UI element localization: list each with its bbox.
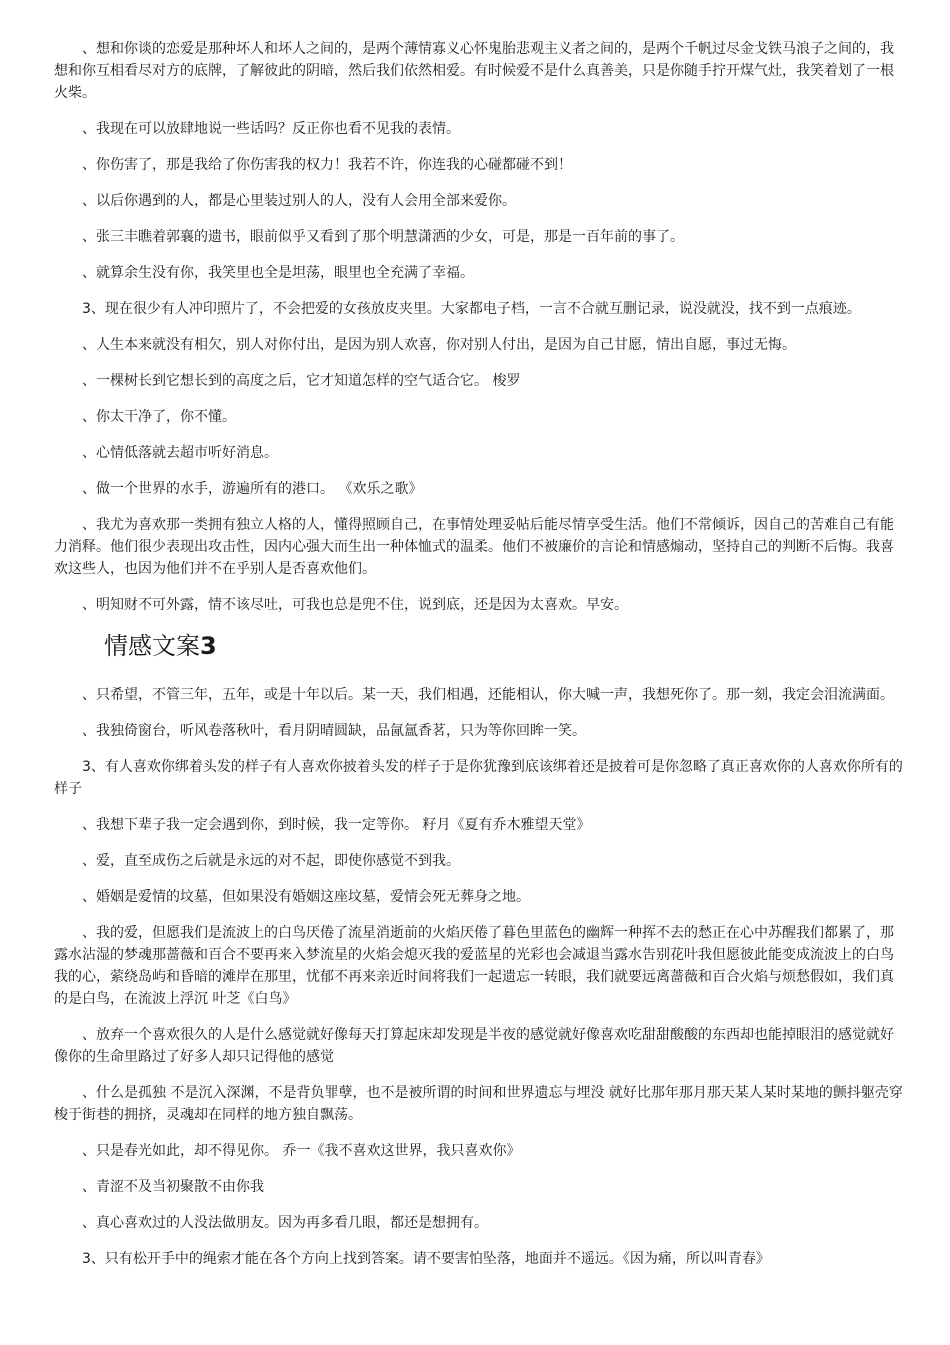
quote-paragraph: 、爱，直至成伤之后就是永远的对不起，即使你感觉不到我。 <box>82 853 460 869</box>
heading-text: 情感文案 <box>104 632 200 660</box>
quote-paragraph: 、你伤害了，那是我给了你伤害我的权力！我若不许，你连我的心碰都碰不到！ <box>82 157 572 173</box>
quote-paragraph: 、青涩不及当初聚散不由你我 <box>82 1179 264 1195</box>
quote-paragraph: 、我尤为喜欢那一类拥有独立人格的人，懂得照顾自己，在事情处理妥帖后能尽情享受生活。他们不常倾诉，因自己的苦难自己有能力消释。他们很少表现出攻击性，因内心强大而生出一种体恤式的温柔。他们不被廉价的言论和情感煽动，坚持自己的判断不后悔。我喜欢这些人，也因为他们并不在乎别人是否喜欢他们。 <box>54 517 894 577</box>
quote-paragraph: 、我的爱，但愿我们是流波上的白鸟厌倦了流星消逝前的火焰厌倦了暮色里蓝色的幽辉一种挥不去的愁正在心中苏醒我们都累了，那露水沾湿的梦魂那蔷薇和百合不要再来入梦流星的火焰会熄灭我的爱蓝星的光彩也会减退当露水告别花叶我但愿彼此能变成流波上的白鸟我的心，萦绕岛屿和昏暗的滩岸在那里，忧郁不再来亲近时间将我们一起遗忘一转眼，我们就要远离蔷薇和百合火焰与烦愁假如，我们真的是白鸟，在流波上浮沉 叶芝《白鸟》 <box>54 925 894 1007</box>
quote-paragraph: 、就算余生没有你，我笑里也全是坦荡，眼里也全充满了幸福。 <box>82 265 474 281</box>
quote-paragraph: 、我现在可以放肆地说一些话吗？反正你也看不见我的表情。 <box>82 121 460 137</box>
quote-paragraph: 、明知财不可外露，情不该尽吐，可我也总是兜不住，说到底，还是因为太喜欢。早安。 <box>82 597 628 613</box>
quote-paragraph: 、想和你谈的恋爱是那种坏人和坏人之间的，是两个薄情寡义心怀鬼胎悲观主义者之间的，是两个千帆过尽金戈铁马浪子之间的，我想和你互相看尽对方的底牌，了解彼此的阴暗，然后我们依然相爱。有时候爱不是什么真善美，只是你随手拧开煤气灶，我笑着划了一根火柴。 <box>54 41 894 101</box>
section-heading <box>104 630 906 662</box>
quote-paragraph: 、只希望，不管三年，五年，或是十年以后。某一天，我们相遇，还能相认，你大喊一声，我想死你了。那一刻，我定会泪流满面。 <box>82 687 894 703</box>
quote-paragraph: 、我独倚窗台，听风卷落秋叶，看月阴晴圆缺，品氤氲香茗，只为等你回眸一笑。 <box>82 723 586 739</box>
quote-paragraph: 3、有人喜欢你绑着头发的样子有人喜欢你披着头发的样子于是你犹豫到底该绑着还是披着可是你忽略了真正喜欢你的人喜欢你所有的样子 <box>54 759 903 797</box>
heading-number: 3 <box>200 632 217 660</box>
quote-paragraph: 、我想下辈子我一定会遇到你，到时候，我一定等你。 籽月《夏有乔木雅望天堂》 <box>82 817 591 833</box>
quote-paragraph: 3、只有松开手中的绳索才能在各个方向上找到答案。请不要害怕坠落，地面并不遥远。《因为痛，所以叫青春》 <box>82 1251 770 1267</box>
quote-paragraph: 3、现在很少有人冲印照片了，不会把爱的女孩放皮夹里。大家都电子档，一言不合就互删记录，说没就没，找不到一点痕迹。 <box>82 301 861 317</box>
quote-paragraph: 、放弃一个喜欢很久的人是什么感觉就好像每天打算起床却发现是半夜的感觉就好像喜欢吃甜甜酸酸的东西却也能掉眼泪的感觉就好像你的生命里路过了好多人却只记得他的感觉 <box>54 1027 894 1065</box>
quote-paragraph: 、只是春光如此，却不得见你。 乔一《我不喜欢这世界，我只喜欢你》 <box>82 1143 521 1159</box>
quote-paragraph: 、婚姻是爱情的坟墓，但如果没有婚姻这座坟墓，爱情会死无葬身之地。 <box>82 889 530 905</box>
quote-paragraph: 、心情低落就去超市听好消息。 <box>82 445 278 461</box>
quote-paragraph: 、人生本来就没有相欠，别人对你付出，是因为别人欢喜，你对别人付出，是因为自己甘愿，情出自愿，事过无悔。 <box>82 337 796 353</box>
quote-paragraph: 、以后你遇到的人，都是心里装过别人的人，没有人会用全部来爱你。 <box>82 193 516 209</box>
quote-paragraph: 、你太干净了，你不懂。 <box>82 409 236 425</box>
section-a <box>54 38 906 616</box>
quote-paragraph: 、真心喜欢过的人没法做朋友。因为再多看几眼，都还是想拥有。 <box>82 1215 488 1231</box>
document-page <box>54 38 906 1284</box>
section-b <box>54 684 906 1270</box>
quote-paragraph: 、张三丰瞧着郭襄的遗书，眼前似乎又看到了那个明慧潇洒的少女，可是，那是一百年前的事了。 <box>82 229 684 245</box>
quote-paragraph: 、一棵树长到它想长到的高度之后，它才知道怎样的空气适合它。 梭罗 <box>82 373 521 389</box>
quote-paragraph: 、什么是孤独 不是沉入深渊，不是背负罪孽，也不是被所谓的时间和世界遗忘与埋没 就好比那年那月那天某人某时某地的颤抖躯壳穿梭于街巷的拥挤，灵魂却在同样的地方独自飘荡。 <box>54 1085 903 1123</box>
quote-paragraph: 、做一个世界的水手，游遍所有的港口。 《欢乐之歌》 <box>82 481 423 497</box>
